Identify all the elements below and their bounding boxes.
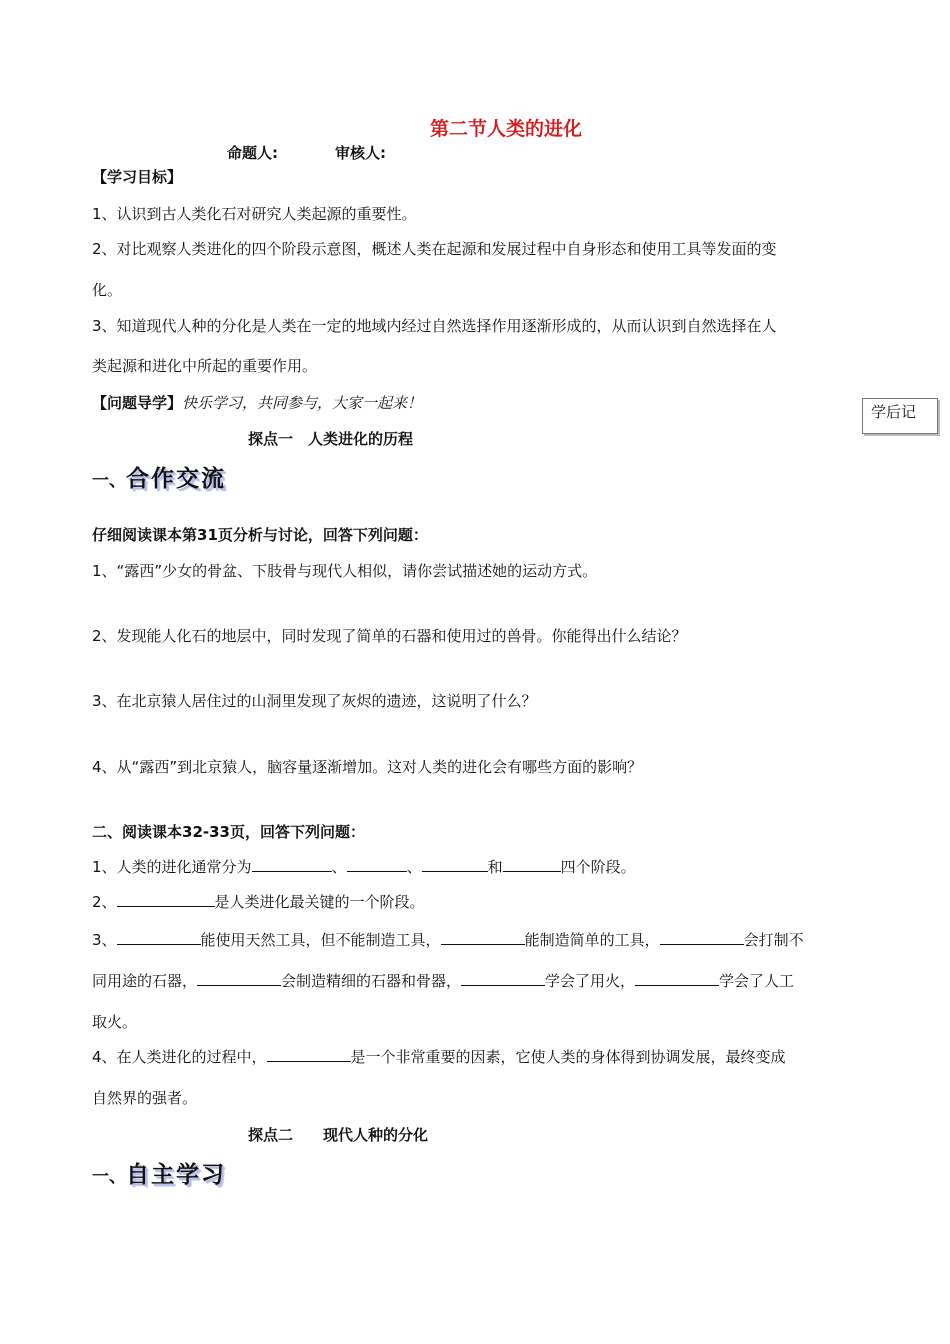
fill-question-2 — [92, 891, 425, 912]
fill-text: 、 — [331, 858, 347, 876]
answer-blank[interactable] — [461, 970, 545, 986]
objective-item: 类起源和进化中所起的重要作用。 — [92, 357, 318, 375]
fill-text: 能使用天然工具，但不能制造工具， — [200, 931, 441, 949]
fill-text: 学会了人工 — [719, 972, 795, 990]
answer-blank[interactable] — [660, 929, 744, 945]
question-item: 4、从“露西”到北京猿人，脑容量逐渐增加。这对人类的进化会有哪些方面的影响？ — [92, 758, 643, 776]
section1-part1-prefix: 一、 — [92, 471, 126, 491]
section1-part2-heading: 二、阅读课本32-33页，回答下列问题： — [92, 823, 365, 841]
section1-part1-art: 合作交流 — [126, 465, 226, 492]
question-item: 3、在北京猿人居住过的山洞里发现了灰烬的遗迹，这说明了什么？ — [92, 692, 537, 710]
fill-text: 2、 — [92, 893, 117, 911]
fill-text: 、 — [406, 858, 422, 876]
objective-item: 化。 — [92, 281, 123, 299]
fill-text: 学会了用火， — [545, 972, 636, 990]
section2-part1-heading — [92, 1156, 226, 1189]
fill-question-4-line2: 自然界的强者。 — [92, 1089, 198, 1107]
page-title: 第二节人类的进化 — [430, 118, 583, 140]
answer-blank[interactable] — [252, 856, 332, 872]
fill-text: 四个阶段。 — [560, 858, 636, 876]
section2-title: 探点二 现代人种的分化 — [248, 1126, 429, 1144]
objective-item: 1、认识到古人类化石对研究人类起源的重要性。 — [92, 205, 417, 223]
fill-text: 会打制不 — [743, 931, 804, 949]
fill-text: 和 — [487, 858, 503, 876]
answer-blank[interactable] — [267, 1046, 351, 1062]
fill-text: 4、在人类进化的过程中， — [92, 1048, 267, 1066]
reviewer-label: 审核人: — [335, 144, 386, 162]
study-notes-box — [862, 398, 938, 434]
answer-blank[interactable] — [347, 856, 407, 872]
section2-part1-art: 自主学习 — [126, 1161, 226, 1188]
answer-blank[interactable] — [441, 929, 525, 945]
section1-instruction: 仔细阅读课本第31页分析与讨论，回答下列问题： — [92, 526, 428, 544]
fill-question-4-line1 — [92, 1046, 786, 1067]
answer-blank[interactable] — [117, 891, 215, 907]
fill-question-3-line1 — [92, 929, 804, 950]
section1-title: 探点一 人类进化的历程 — [248, 430, 414, 448]
section1-part1-heading — [92, 460, 226, 493]
guide-line — [92, 392, 422, 413]
fill-text: 同用途的石器， — [92, 972, 198, 990]
fill-text: 1、人类的进化通常分为 — [92, 858, 252, 876]
fill-text: 会制造精细的石器和骨器， — [281, 972, 462, 990]
fill-text: 3、 — [92, 931, 117, 949]
answer-blank[interactable] — [422, 856, 488, 872]
guide-heading: 【问题导学】 — [92, 394, 183, 412]
section2-part1-prefix: 一、 — [92, 1167, 126, 1187]
fill-question-3-line3: 取火。 — [92, 1013, 138, 1031]
fill-text: 是一个非常重要的因素，它使人类的身体得到协调发展，最终变成 — [350, 1048, 786, 1066]
fill-question-1 — [92, 856, 636, 877]
answer-blank[interactable] — [635, 970, 719, 986]
answer-blank[interactable] — [503, 856, 561, 872]
objective-item: 3、知道现代人种的分化是人类在一定的地域内经过自然选择作用逐渐形成的，从而认识到自然选择在人 — [92, 317, 777, 335]
objectives-heading: 【学习目标】 — [92, 168, 183, 186]
fill-question-3-line2 — [92, 970, 794, 991]
answer-blank[interactable] — [117, 929, 201, 945]
author-label: 命题人: — [227, 144, 278, 162]
objective-item: 2、对比观察人类进化的四个阶段示意图，概述人类在起源和发展过程中自身形态和使用工具等发面的变 — [92, 240, 777, 258]
answer-blank[interactable] — [197, 970, 281, 986]
fill-text: 能制造简单的工具， — [524, 931, 660, 949]
fill-text: 是人类进化最关键的一个阶段。 — [214, 893, 425, 911]
question-item: 2、发现能人化石的地层中，同时发现了简单的石器和使用过的兽骨。你能得出什么结论？ — [92, 627, 687, 645]
guide-slogan: 快乐学习，共同参与，大家一起来！ — [182, 394, 423, 412]
question-item: 1、“露西”少女的骨盆、下肢骨与现代人相似，请你尝试描述她的运动方式。 — [92, 562, 598, 580]
study-notes-label: 学后记 — [871, 403, 917, 421]
